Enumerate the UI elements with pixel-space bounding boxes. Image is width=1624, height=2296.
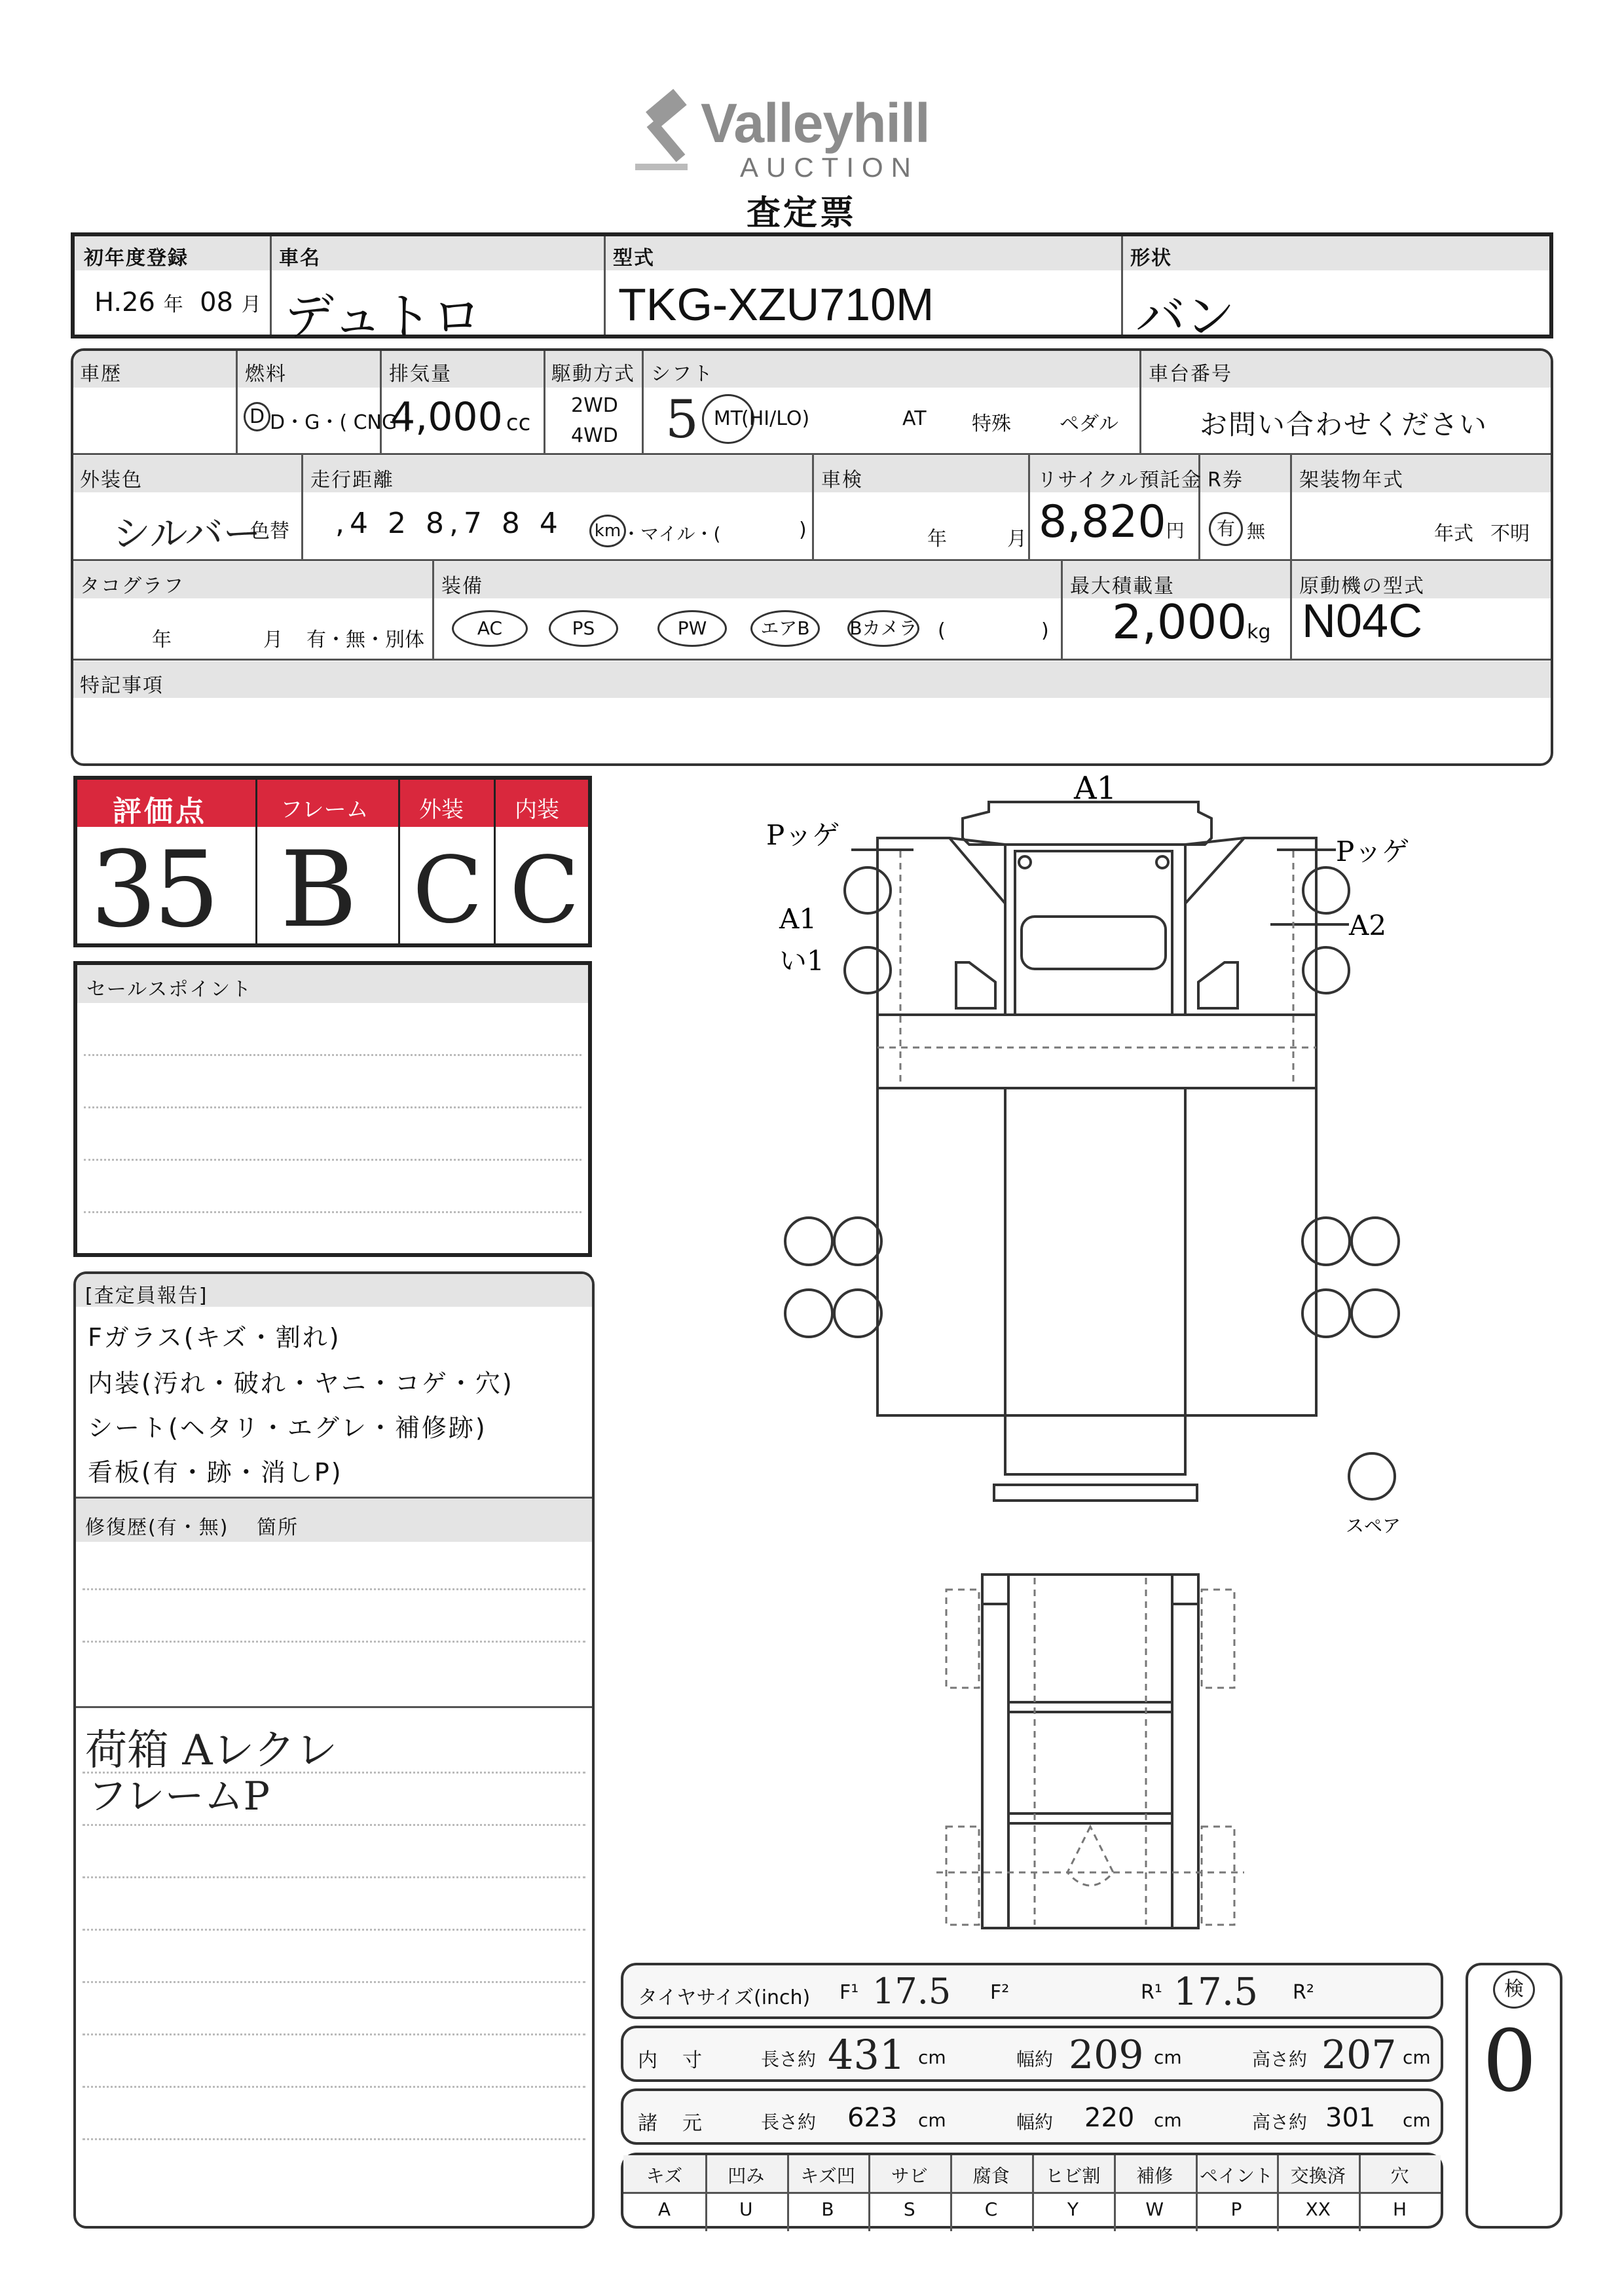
inspector-box xyxy=(73,1271,595,2229)
row1-box xyxy=(71,232,1553,346)
legend-code: C xyxy=(984,2198,998,2220)
sales-box xyxy=(73,961,592,1257)
shape-label: 形状 xyxy=(1130,247,1172,270)
truck-diagram xyxy=(753,770,1506,1537)
equip-airbag: エアB xyxy=(750,610,820,647)
reg-era: H.26 xyxy=(94,287,155,318)
inspector-line-2: 内装(汚れ・破れ・ヤニ・コゲ・穴) xyxy=(88,1369,514,1398)
spec-height-label: 高さ約 xyxy=(1252,2111,1308,2133)
score-value: 35 xyxy=(90,828,216,951)
r-label: R券 xyxy=(1208,469,1244,492)
tacho-opts: 有・無・別体 xyxy=(306,629,424,651)
inner-length-unit: cm xyxy=(918,2047,946,2068)
inspection-year: 年 xyxy=(927,528,947,551)
legend-divider xyxy=(1359,2155,1361,2231)
legend-divider xyxy=(787,2155,789,2231)
diagram-left-mid-b: い1 xyxy=(779,945,824,977)
body-year-value: 不明 xyxy=(1490,522,1530,545)
drive-4wd: 4WD xyxy=(571,424,618,447)
inner-height-unit: cm xyxy=(1403,2047,1431,2068)
tacho-year: 年 xyxy=(152,629,172,651)
shift-number: 5 xyxy=(665,389,699,450)
r-yes: 有 xyxy=(1209,512,1243,546)
displacement-value: 4,000 cc xyxy=(390,394,531,440)
tire-r2-label: R² xyxy=(1293,1981,1314,2004)
color-change: 色替 xyxy=(250,520,289,543)
color-value: シルバー xyxy=(113,511,261,556)
load-value: 2,000kg xyxy=(1112,594,1271,649)
diagram-right-upper: Pッゲ xyxy=(1336,835,1410,867)
exterior-label: 外装 xyxy=(419,797,464,823)
inspector-line-3: シート(ヘタリ・エグレ・補修跡) xyxy=(88,1413,487,1442)
spec-height-value: 301 xyxy=(1325,2103,1376,2133)
repair-place: 箇所 xyxy=(257,1516,299,1539)
brand-sub: AUCTION xyxy=(740,152,919,183)
legend-name: 凹み xyxy=(728,2165,765,2187)
details-box xyxy=(71,348,1553,766)
mileage-unit-km: km xyxy=(589,515,626,547)
shift-mt: MT xyxy=(702,394,754,444)
diagram-spare: スペア xyxy=(1346,1515,1401,1537)
shift-at: AT xyxy=(902,407,927,430)
page-title: 査定票 xyxy=(747,194,857,233)
legend-name: キズ xyxy=(646,2165,683,2187)
drive-2wd: 2WD xyxy=(571,394,618,417)
reg-year-unit: 年 xyxy=(163,293,183,316)
shift-label: シフト xyxy=(651,363,714,386)
name-value: デュトロ xyxy=(284,287,482,346)
equip-label: 装備 xyxy=(441,575,483,598)
legend-name: ヒビ割 xyxy=(1045,2165,1101,2187)
inspection-label: 車検 xyxy=(821,469,863,492)
exterior-value: C xyxy=(413,837,483,944)
inner-label: 内 寸 xyxy=(638,2049,705,2072)
legend-code: Y xyxy=(1067,2198,1079,2220)
r-no: 無 xyxy=(1247,520,1266,542)
grade-box xyxy=(73,776,592,951)
legend-code: W xyxy=(1145,2198,1164,2220)
legend-code: S xyxy=(903,2198,915,2220)
spec-length-label: 長さ約 xyxy=(761,2111,817,2133)
tire-f1-label: F¹ xyxy=(840,1981,859,2004)
check-label: 検 xyxy=(1493,1971,1535,2009)
equip-close: ) xyxy=(1041,619,1049,642)
brand-name: Valleyhill xyxy=(701,92,930,154)
inspection-month: 月 xyxy=(1007,528,1027,551)
legend-divider xyxy=(1277,2155,1279,2231)
mileage-unit-rest: ・マイル・( xyxy=(622,523,721,545)
shape-value: バン xyxy=(1135,287,1235,346)
history-label: 車歴 xyxy=(80,363,122,386)
equip-ps: PS xyxy=(549,610,618,647)
diagram-top: A1 xyxy=(1074,770,1117,807)
spec-width-label: 幅約 xyxy=(1016,2111,1054,2133)
check-value: 0 xyxy=(1483,2011,1537,2111)
recycle-label: リサイクル預託金 xyxy=(1037,469,1202,492)
model-value: TKG-XZU710M xyxy=(618,279,934,330)
shift-pedal: ペダル xyxy=(1060,412,1118,435)
spec-label: 諸 元 xyxy=(638,2112,705,2135)
frame-diagram xyxy=(936,1571,1264,1938)
fuel-options-text: D・G・( CNG ) xyxy=(270,411,411,434)
tire-row xyxy=(621,1963,1443,2019)
inspector-line-1: Fガラス(キズ・割れ) xyxy=(88,1323,341,1352)
legend-code: B xyxy=(821,2198,834,2220)
tire-f2-label: F² xyxy=(990,1981,1010,2004)
mileage-close: ) xyxy=(799,519,807,541)
tacho-label: タコグラフ xyxy=(80,575,185,598)
legend-name: 穴 xyxy=(1390,2165,1409,2187)
interior-value: C xyxy=(509,837,580,944)
name-label: 車名 xyxy=(279,247,321,270)
legend-name: 交換済 xyxy=(1290,2165,1346,2187)
spec-length-value: 623 xyxy=(847,2103,898,2133)
diagram-left-mid-a: A1 xyxy=(779,903,817,935)
legend-code: H xyxy=(1393,2198,1407,2220)
legend-code: XX xyxy=(1305,2198,1331,2220)
handwritten-note-2: フレームP xyxy=(88,1774,270,1819)
equip-ac: AC xyxy=(452,610,528,647)
inner-height-label: 高さ約 xyxy=(1252,2049,1308,2070)
legend-divider xyxy=(950,2155,952,2231)
repair-label: 修復歴(有・無) xyxy=(85,1516,229,1539)
diagram-right-mid: A2 xyxy=(1349,909,1387,941)
equip-bcamera: Bカメラ xyxy=(847,610,919,647)
body-year-label: 架装物年式 xyxy=(1299,469,1404,492)
reg-label: 初年度登録 xyxy=(84,247,189,270)
frame-value: B xyxy=(280,828,358,951)
legend-divider xyxy=(1196,2155,1198,2231)
chassis-label: 車台番号 xyxy=(1149,363,1232,386)
fuel-label: 燃料 xyxy=(245,363,287,386)
shift-hilo: (HI/LO) xyxy=(741,407,810,430)
tire-r1-label: R¹ xyxy=(1141,1981,1162,2004)
legend-name: サビ xyxy=(891,2165,928,2187)
load-label: 最大積載量 xyxy=(1070,575,1175,598)
inner-height-value: 207 xyxy=(1321,2032,1397,2078)
shift-special: 特殊 xyxy=(972,412,1011,435)
notes-label: 特記事項 xyxy=(80,674,164,697)
model-label: 型式 xyxy=(613,247,655,270)
inspector-line-4: 看板(有・跡・消しP) xyxy=(88,1458,343,1487)
spec-width-unit: cm xyxy=(1154,2109,1182,2131)
legend-divider xyxy=(1032,2155,1034,2231)
mileage-value: ,4 2 8,7 8 4 xyxy=(335,507,563,540)
chassis-value: お問い合わせください xyxy=(1200,409,1488,441)
interior-label: 内装 xyxy=(515,797,559,823)
equip-open: ( xyxy=(938,619,946,642)
legend-divider xyxy=(705,2155,707,2231)
engine-value: N04C xyxy=(1302,595,1423,647)
legend-code: A xyxy=(657,2198,671,2220)
inner-width-value: 209 xyxy=(1069,2032,1144,2078)
body-year-prefix: 年式 xyxy=(1434,522,1473,545)
inner-length-label: 長さ約 xyxy=(761,2049,817,2070)
equip-pw: PW xyxy=(657,610,727,647)
spec-height-unit: cm xyxy=(1403,2109,1431,2131)
reg-month: 08 xyxy=(200,287,234,318)
spec-length-unit: cm xyxy=(918,2109,946,2131)
inner-row xyxy=(621,2026,1443,2082)
fuel-options xyxy=(244,402,270,431)
check-box xyxy=(1466,1963,1562,2229)
color-label: 外装色 xyxy=(80,469,143,492)
tire-label: タイヤサイズ(inch) xyxy=(638,1986,811,2009)
legend-divider xyxy=(1114,2155,1116,2231)
recycle-value: 8,820円 xyxy=(1039,496,1185,548)
sales-label: セールスポイント xyxy=(86,978,253,1001)
handwritten-note-1: 荷箱 Aレクレ xyxy=(85,1726,338,1775)
inner-width-unit: cm xyxy=(1154,2047,1182,2068)
diagram-left-upper: Pッゲ xyxy=(766,819,840,851)
legend-name: 補修 xyxy=(1136,2165,1173,2187)
legend-divider xyxy=(868,2155,870,2231)
fuel-selected: D xyxy=(244,402,270,431)
mileage-label: 走行距離 xyxy=(310,469,394,492)
tire-r1-value: 17.5 xyxy=(1173,1969,1259,2014)
reg-value xyxy=(94,287,261,318)
tire-f1-value: 17.5 xyxy=(872,1971,951,2012)
legend-name: ペイント xyxy=(1199,2165,1273,2187)
score-label: 評価点 xyxy=(113,795,207,828)
logo xyxy=(629,92,969,190)
legend-code: U xyxy=(739,2198,753,2220)
displacement-label: 排気量 xyxy=(389,363,452,386)
reg-month-unit: 月 xyxy=(241,293,261,316)
inspector-label: [査定員報告] xyxy=(85,1285,208,1307)
inner-width-label: 幅約 xyxy=(1016,2049,1054,2070)
frame-label: フレーム xyxy=(280,797,369,823)
gavel-icon xyxy=(629,92,707,177)
drive-label: 駆動方式 xyxy=(551,363,635,386)
legend-code: P xyxy=(1230,2198,1242,2220)
legend-name: キズ凹 xyxy=(800,2165,855,2187)
inner-length-value: 431 xyxy=(828,2031,906,2079)
damage-legend xyxy=(621,2153,1443,2229)
spec-row xyxy=(621,2088,1443,2145)
engine-label: 原動機の型式 xyxy=(1299,575,1425,598)
legend-name: 腐食 xyxy=(972,2165,1010,2187)
spec-width-value: 220 xyxy=(1084,2103,1135,2133)
tacho-month: 月 xyxy=(263,629,283,651)
